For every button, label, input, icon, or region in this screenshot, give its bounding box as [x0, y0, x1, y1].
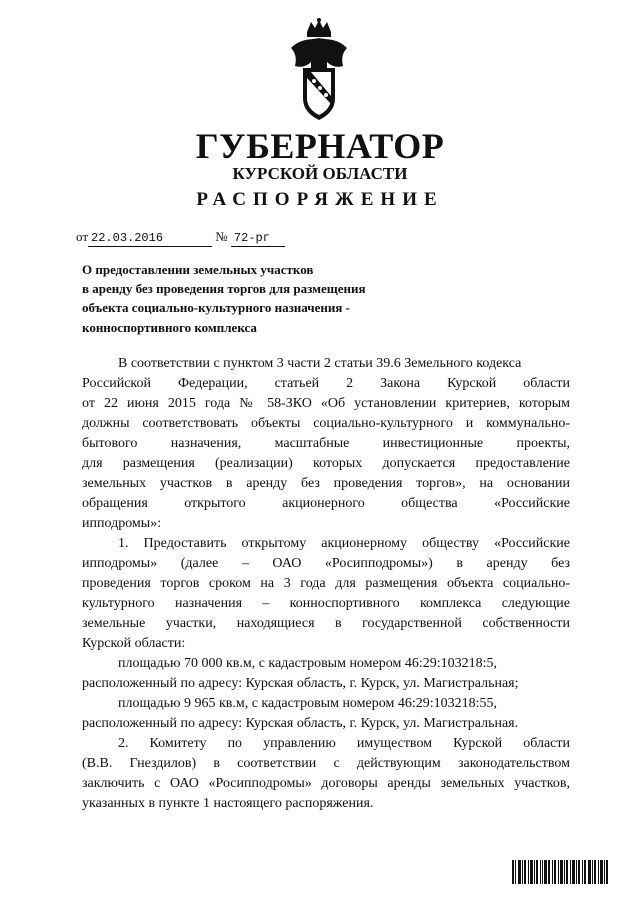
body-line: Курской области:	[82, 636, 186, 651]
body-line: для размещения (реализации) которых допускается предоставление	[82, 456, 570, 471]
document-subject	[82, 260, 422, 337]
subject-line: в аренду без проведения торгов для размещения	[82, 281, 366, 297]
header-region: КУРСКОЙ ОБЛАСТИ	[232, 164, 408, 183]
document-date: 22.03.2016	[88, 230, 212, 247]
body-line: проведения торгов сроком на 3 года для размещения объекта социально-	[82, 576, 570, 591]
header-title: ГУБЕРНАТОР	[195, 126, 445, 166]
body-line: Российской Федерации, статьей 2 Закона Курской области	[82, 376, 570, 391]
body-line: заключить с ОАО «Росипподромы» договоры аренды земельных участков,	[82, 776, 570, 791]
body-line: (В.В. Гнездилов) в соответствии с действующим законодательством	[82, 756, 570, 771]
document-body	[82, 354, 570, 814]
date-number-line	[76, 229, 285, 247]
date-prefix: от	[76, 229, 89, 244]
body-line: 1. Предоставить открытому акционерному обществу «Российские	[118, 536, 570, 551]
body-line: культурного назначения – конноспортивного комплекса следующие	[82, 596, 570, 611]
body-line: бытового назначения, масштабные инвестиционные проекты,	[82, 436, 570, 451]
body-line: земельных участков в аренду без проведения торгов», на основании	[82, 476, 570, 491]
body-line: площадью 9 965 кв.м, с кадастровым номером 46:29:103218:55,	[118, 696, 498, 711]
document-type: РАСПОРЯЖЕНИЕ	[196, 189, 444, 210]
body-line: расположенный по адресу: Курская область, г. Курск, ул. Магистральная;	[82, 676, 519, 691]
body-line: расположенный по адресу: Курская область, г. Курск, ул. Магистральная.	[82, 716, 519, 731]
body-line: площадью 70 000 кв.м, с кадастровым номером 46:29:103218:5,	[118, 656, 498, 671]
body-line: обращения открытого акционерного общества «Российские	[82, 496, 570, 511]
document-number: 72-рг	[231, 230, 285, 247]
body-line: 2. Комитету по управлению имуществом Курской области	[118, 736, 570, 751]
body-line: земельные участки, находящиеся в государственной собственности	[82, 616, 570, 631]
body-line: В соответствии с пунктом 3 части 2 статьи 39.6 Земельного кодекса	[118, 356, 522, 371]
subject-line: О предоставлении земельных участков	[82, 262, 314, 277]
subject-line: конноспортивного комплекса	[82, 319, 257, 335]
subject-line: объекта социально-культурного назначения -	[82, 300, 350, 316]
body-line: ипподромы»:	[82, 516, 162, 531]
barcode-icon	[512, 860, 608, 884]
number-label: №	[215, 229, 228, 244]
body-line: ипподромы» (далее – ОАО «Росипподромы») в аренду без	[82, 556, 570, 571]
body-line: указанных в пункте 1 настоящего распоряжения.	[82, 796, 374, 811]
body-line: от 22 июня 2015 года № 58-ЗКО «Об установлении критериев, которым	[82, 396, 570, 411]
body-line: должны соответствовать объекты социально-культурного и коммунально-	[82, 416, 570, 431]
coat-of-arms-icon	[287, 18, 351, 122]
